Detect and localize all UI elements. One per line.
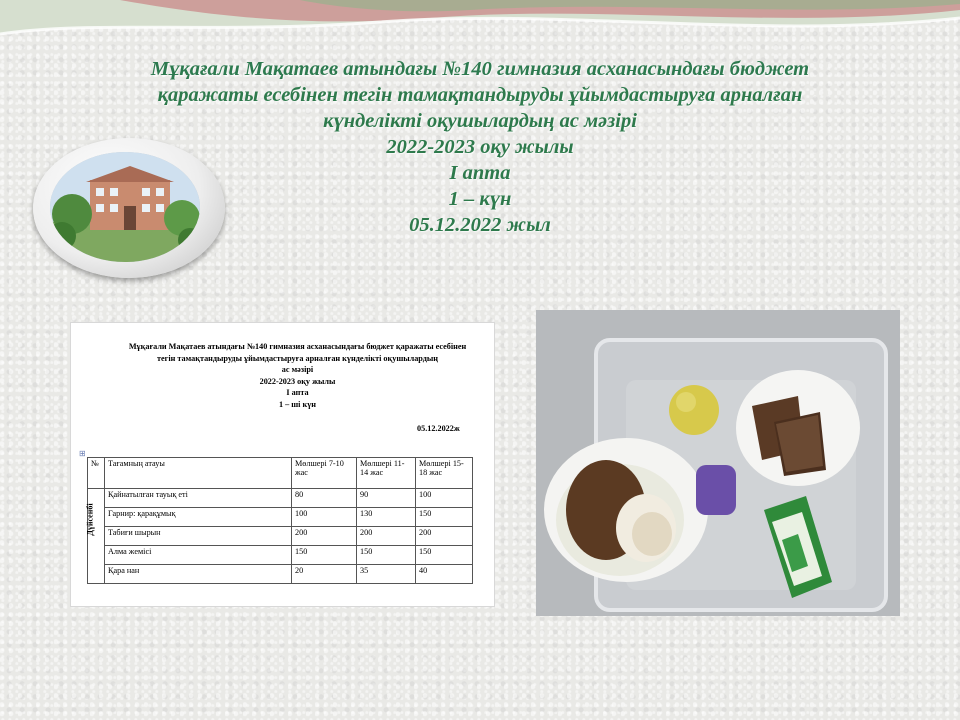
portion-11-14: 90	[357, 489, 416, 508]
title-week: I апта	[449, 162, 511, 184]
title-line-2: қаражаты есебінен тегін тамақтандыруды ұйымдастыруға арналған	[157, 84, 803, 106]
document-head-year: 2022-2023 оқу жылы	[259, 376, 336, 386]
col-portion-11-14: Мөлшері 11-14 жас	[357, 458, 416, 489]
table-header-row	[88, 458, 473, 489]
col-portion-15-18: Мөлшері 15-18 жас	[416, 458, 473, 489]
dish-name: Гарнир: қарақұмық	[105, 508, 292, 527]
dish-name: Табиғи шырын	[105, 527, 292, 546]
portion-7-10: 80	[292, 489, 357, 508]
document-date: 05.12.2022ж	[417, 424, 460, 433]
portion-7-10: 200	[292, 527, 357, 546]
document-head-line-3: ас мәзірі	[281, 365, 314, 374]
col-portion-7-10: Мөлшері 7-10 жас	[292, 458, 357, 489]
table-anchor-icon: ⊞	[79, 449, 86, 458]
dish-name: Алма жемісі	[105, 546, 292, 565]
document-head-line-2: тегін тамақтандыруды ұйымдастыруға арналған күнделікті оқушылардың	[156, 353, 439, 363]
portion-15-18: 150	[416, 508, 473, 527]
day-name-cell	[85, 489, 105, 584]
document-head-day: 1 – ші күн	[278, 399, 317, 409]
day-name: Дүйсенбі	[85, 503, 95, 536]
document-head-line-1: Мұқағали Мақатаев атындағы №140 гимназия асханасындағы бюджет қаражаты есебінен	[128, 342, 467, 351]
portion-11-14: 130	[357, 508, 416, 527]
portion-11-14: 150	[357, 546, 416, 565]
col-number: №	[88, 458, 105, 489]
portion-7-10: 150	[292, 546, 357, 565]
title-year: 2022-2023 оқу жылы	[386, 136, 574, 158]
portion-15-18: 150	[416, 546, 473, 565]
portion-11-14: 200	[357, 527, 416, 546]
title-line-1: Мұқағали Мақатаев атындағы №140 гимназия асханасындағы бюджет	[150, 58, 810, 80]
menu-document-scan	[70, 322, 495, 607]
meal-photo	[536, 310, 900, 616]
portion-15-18: 40	[416, 565, 473, 584]
table-row	[88, 508, 473, 527]
table-row	[88, 565, 473, 584]
dish-name: Қайнатылған тауық еті	[105, 489, 292, 508]
title-day: 1 – күн	[448, 188, 512, 210]
title-line-3: күнделікті оқушылардың ас мәзірі	[323, 110, 637, 132]
table-row	[88, 527, 473, 546]
portion-15-18: 200	[416, 527, 473, 546]
portion-7-10: 100	[292, 508, 357, 527]
menu-table	[87, 457, 473, 584]
document-header	[101, 341, 494, 410]
document-head-week: I апта	[286, 388, 309, 397]
portion-7-10: 20	[292, 565, 357, 584]
title-date: 05.12.2022 жыл	[409, 214, 551, 236]
dish-name: Қара нан	[105, 565, 292, 584]
portion-15-18: 100	[416, 489, 473, 508]
table-row	[88, 546, 473, 565]
school-building-photo	[50, 152, 200, 262]
table-row	[88, 489, 473, 508]
portion-11-14: 35	[357, 565, 416, 584]
col-dish-name: Тағамның атауы	[105, 458, 292, 489]
